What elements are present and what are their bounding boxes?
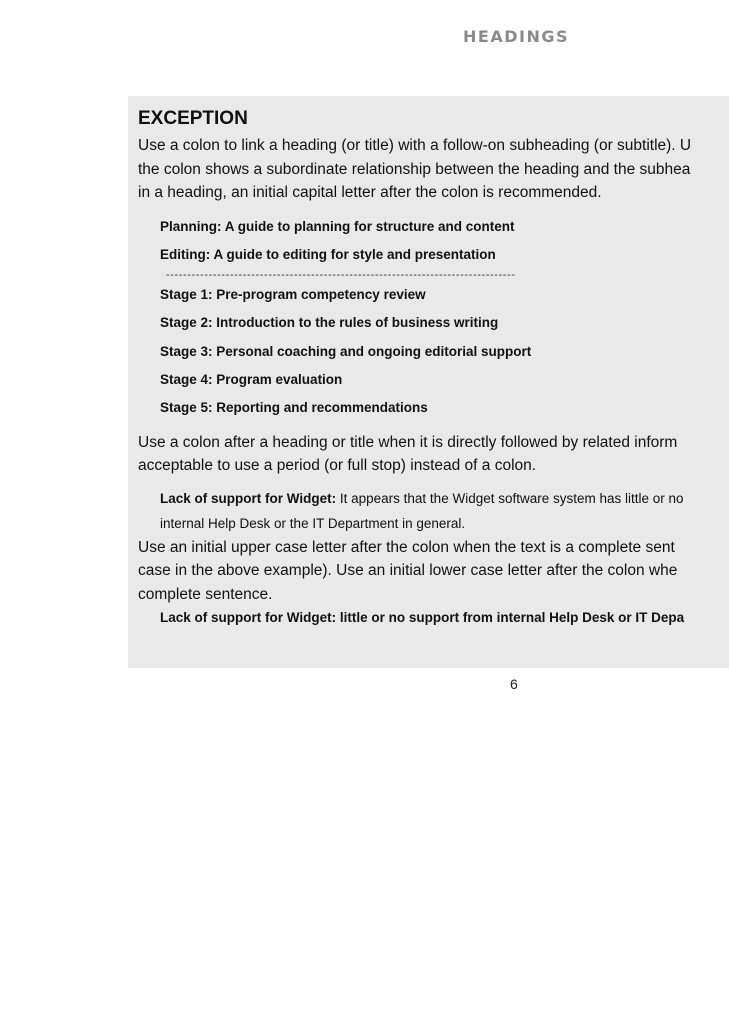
running-header: HEADINGS bbox=[463, 27, 569, 46]
case-paragraph bbox=[138, 536, 729, 607]
sentence-example bbox=[138, 486, 729, 536]
period-line: acceptable to use a period (or full stop) instead of a colon. bbox=[138, 457, 537, 475]
stage-example: Stage 4: Program evaluation bbox=[160, 371, 343, 387]
example-divider: ---------------------------------------------------------------------------------- bbox=[166, 269, 516, 282]
fragment-example: Lack of support for Widget: little or no support from internal Help Desk or IT Depa bbox=[160, 610, 685, 626]
page-number: 6 bbox=[510, 676, 518, 692]
intro-paragraph bbox=[138, 134, 729, 205]
intro-line: the colon shows a subordinate relationship between the heading and the subhea bbox=[138, 160, 691, 178]
exception-heading: EXCEPTION bbox=[138, 108, 248, 129]
sentence-example-label: Lack of support for Widget: bbox=[160, 490, 337, 506]
case-line: Use an initial upper case letter after the colon when the text is a complete sent bbox=[138, 538, 675, 556]
exception-panel bbox=[128, 96, 729, 668]
sentence-example-text: It appears that the Widget software system has little or no bbox=[336, 490, 684, 506]
title-example: Editing: A guide to editing for style and presentation bbox=[160, 246, 496, 262]
case-line: complete sentence. bbox=[138, 585, 273, 603]
intro-line: in a heading, an initial capital letter after the colon is recommended. bbox=[138, 184, 602, 201]
stage-example: Stage 1: Pre-program competency review bbox=[160, 287, 426, 303]
title-example-list bbox=[138, 213, 729, 423]
sentence-example-line: internal Help Desk or the IT Department in general. bbox=[160, 515, 466, 531]
intro-line: Use a colon to link a heading (or title) with a follow-on subheading (or subtitle). U bbox=[138, 137, 692, 154]
title-example: Planning: A guide to planning for structure and content bbox=[160, 218, 515, 234]
period-paragraph bbox=[138, 431, 729, 478]
stage-example: Stage 5: Reporting and recommendations bbox=[160, 400, 428, 416]
stage-example: Stage 2: Introduction to the rules of business writing bbox=[160, 315, 499, 331]
case-line: case in the above example). Use an initial lower case letter after the colon whe bbox=[138, 562, 678, 580]
stage-example: Stage 3: Personal coaching and ongoing editorial support bbox=[160, 343, 532, 359]
exception-panel-content bbox=[138, 106, 729, 630]
sentence-example-line bbox=[160, 486, 729, 511]
period-line: Use a colon after a heading or title when it is directly followed by related inform bbox=[138, 433, 678, 451]
